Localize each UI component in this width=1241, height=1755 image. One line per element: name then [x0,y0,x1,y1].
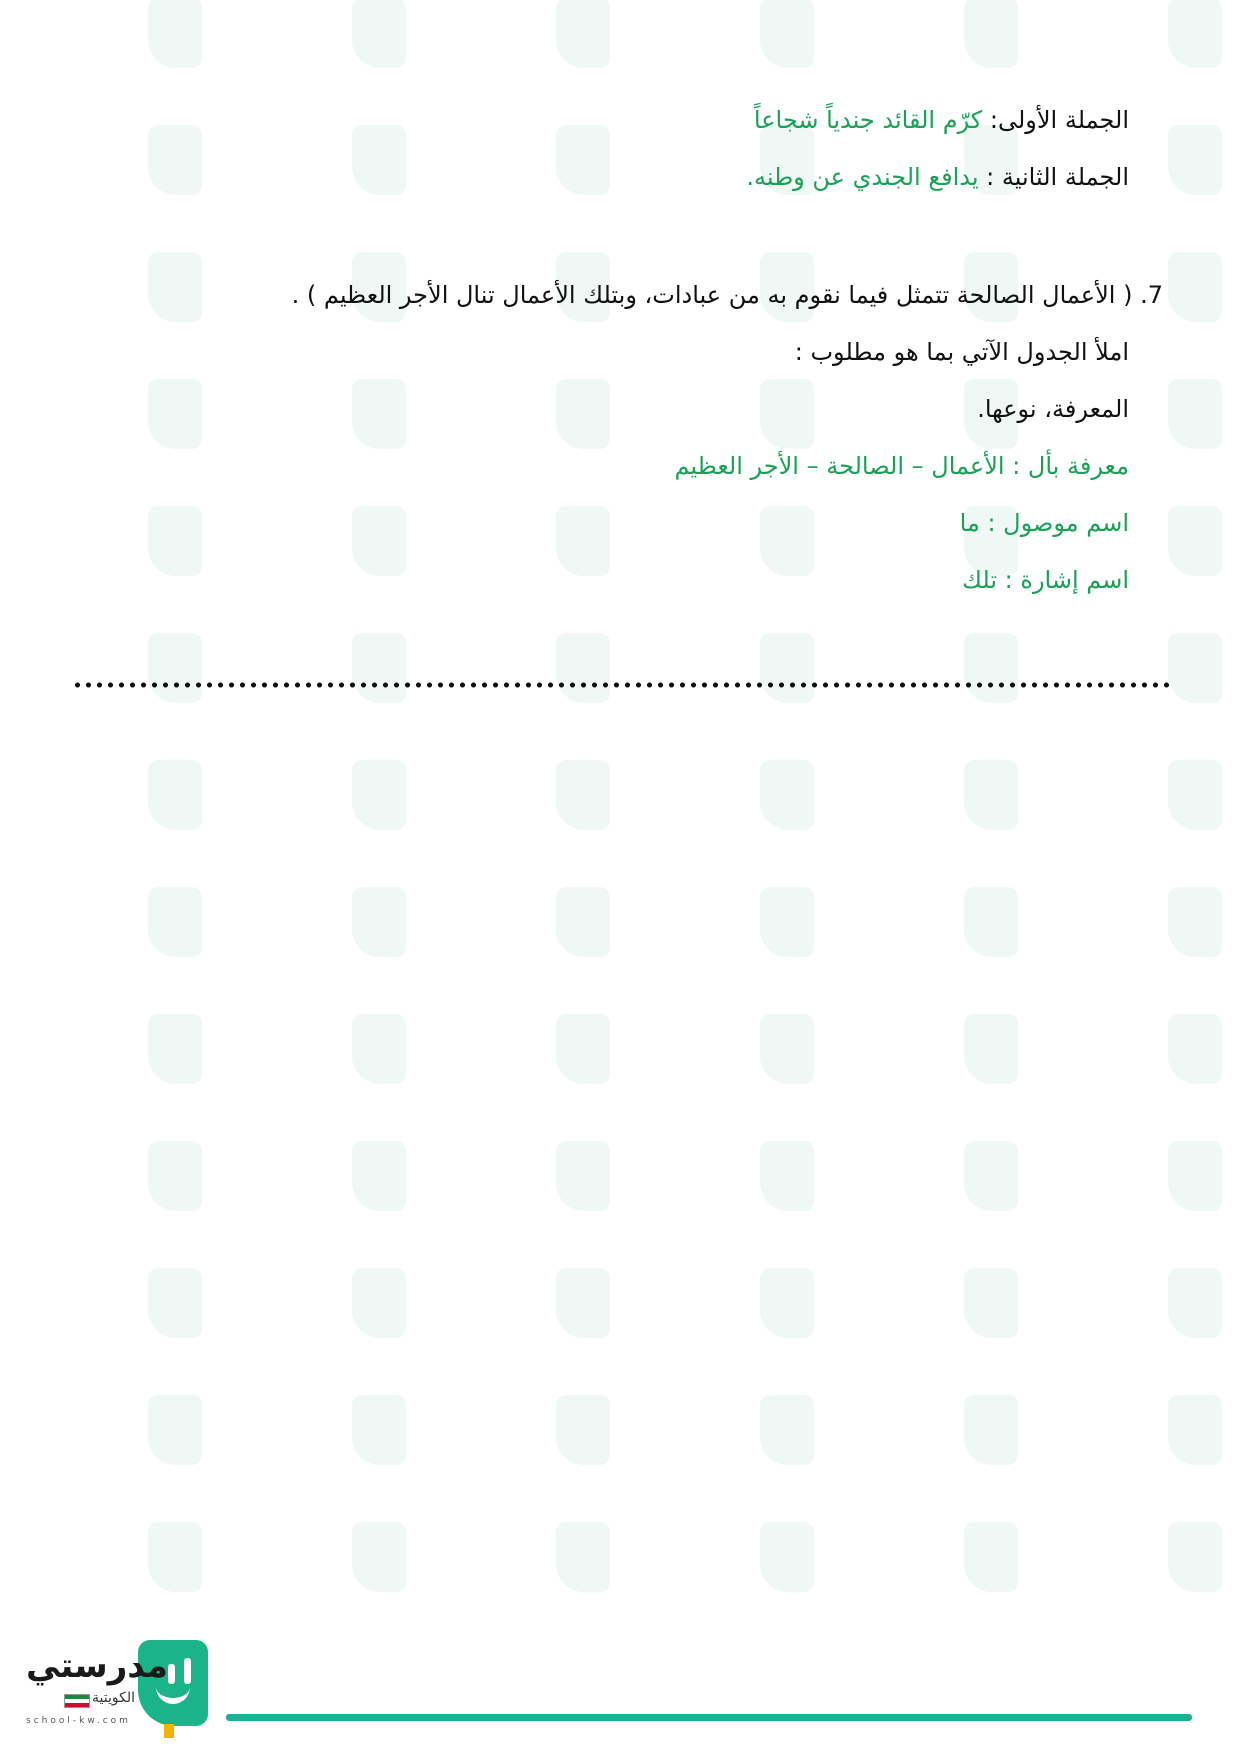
question-number: 7. [1140,281,1163,309]
footer-bar [226,1714,1192,1721]
table-header: المعرفة، نوعها. [977,395,1129,423]
second-sentence-label: الجملة الثانية : [978,163,1129,191]
logo-text: مدرستي [26,1646,168,1686]
question-instruction: املأ الجدول الآتي بما هو مطلوب : [794,338,1129,366]
answer-demonstrative: اسم إشارة : تلك [962,566,1129,594]
first-sentence-label: الجملة الأولى: [982,106,1129,134]
footer-logo [22,1640,216,1740]
question-text: ( الأعمال الصالحة تتمثل فيما نقوم به من عبادات، وبتلك الأعمال تنال الأجر العظيم ) . [291,281,1141,309]
first-sentence-answer: كرّم القائد جندياً شجاعاً [753,106,983,134]
second-sentence-answer: يدافع الجندي عن وطنه. [746,163,979,191]
dotted-separator [72,681,1170,689]
kuwait-flag-icon [64,1694,90,1708]
answer-relative-pronoun: اسم موصول : ما [959,509,1129,537]
first-sentence [754,103,1129,137]
answer-definite-article: معرفة بأل : الأعمال – الصالحة – الأجر العظيم [674,452,1129,480]
logo-url: school-kw.com [26,1716,131,1726]
logo-subtitle: الكويتية [92,1690,135,1706]
question-7 [292,278,1163,312]
second-sentence [746,160,1129,194]
